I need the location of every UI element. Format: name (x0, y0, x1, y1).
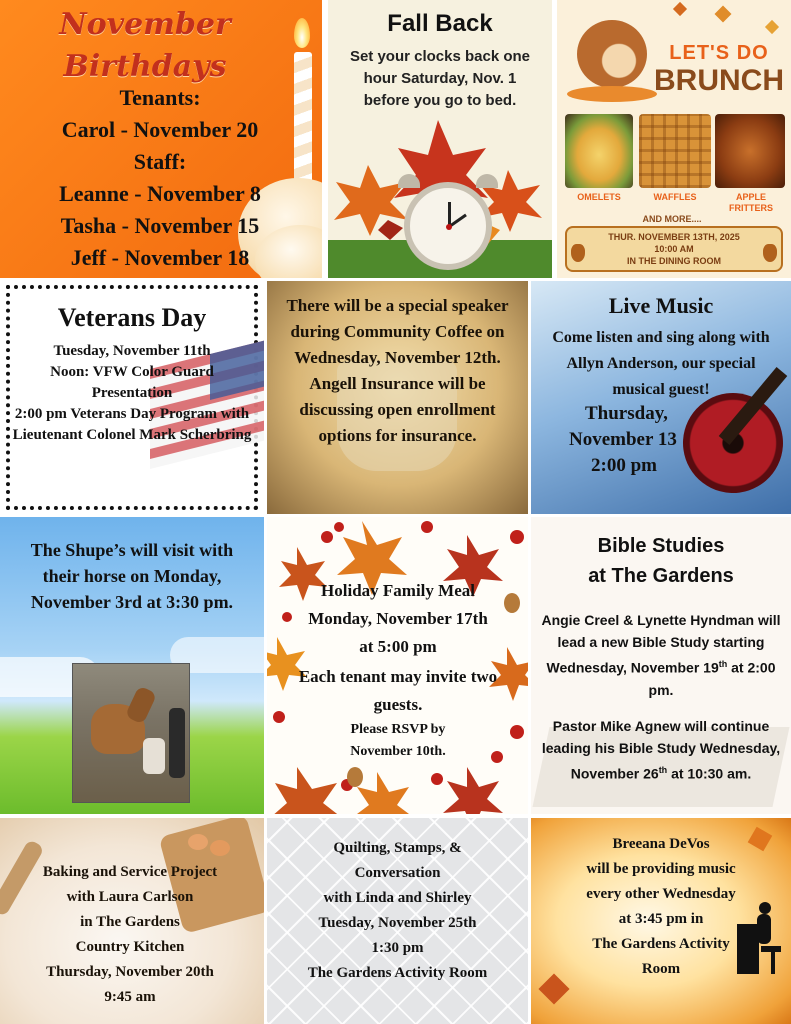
bible-study-new: Angie Creel & Lynette Hyndman will lead a new Bible Study starting Wednesday, November 19th at 2:00 pm. (541, 612, 781, 698)
quilt-time: 1:30 pm (371, 940, 424, 956)
quilt-date: Tuesday, November 25th (318, 915, 477, 931)
meal-date: Monday, November 17th (308, 609, 488, 628)
acorn-icon (571, 244, 585, 262)
hedgehog-icon (577, 20, 647, 88)
brunch-more: AND MORE.... (642, 214, 702, 224)
brunch-place: IN THE DINING ROOM (627, 256, 721, 266)
speaker-topic: Angell Insurance will be discussing open enrollment options for insurance. (299, 374, 496, 445)
candle-flame-icon (294, 18, 310, 48)
fall-back-panel (328, 0, 552, 278)
brunch-item-waffles: WAFFLES (653, 192, 697, 202)
bible-title-line1: Bible Studies (597, 535, 725, 557)
live-music-body: Come listen and sing along with Allyn Anderson, our special musical guest! (552, 329, 770, 398)
horse-visit-panel (0, 517, 264, 814)
baking-title: Baking and Service Project (42, 864, 218, 880)
staff-birthday: Jeff - November 18 (70, 245, 250, 270)
person-figure (169, 708, 185, 778)
breeana-line3: every other Wednesday (586, 886, 736, 902)
veterans-program: 2:00 pm Veterans Day Program with Lieutenant Colonel Mark Scherbring (12, 406, 252, 443)
quilt-hosts: with Linda and Shirley (323, 890, 472, 906)
breeana-name: Breeana DeVos (612, 836, 710, 852)
live-music-day: Thursday, (585, 403, 668, 424)
holiday-meal-panel (267, 517, 528, 814)
staff-label: Staff: (133, 149, 187, 174)
falling-leaf-icon (673, 2, 687, 16)
live-music-date: November 13 (569, 429, 677, 450)
birthdays-title: November Birthdays (59, 7, 231, 84)
omelet-photo (565, 114, 633, 188)
veterans-date: Tuesday, November 11th (53, 343, 211, 359)
baking-date: Thursday, November 20th (46, 964, 214, 980)
falling-leaf-icon (715, 6, 732, 23)
baking-project-panel (0, 818, 264, 1024)
falling-leaf-icon (765, 20, 779, 34)
brunch-panel (557, 0, 791, 278)
birthdays-panel (0, 0, 322, 278)
egg-icon (188, 834, 208, 850)
brunch-details-box (565, 226, 783, 272)
veterans-color-guard: Noon: VFW Color Guard Presentation (50, 364, 214, 401)
veterans-title: Veterans Day (57, 303, 207, 332)
breeana-location-2: Room (641, 961, 681, 977)
tenant-birthday: Carol - November 20 (61, 117, 259, 142)
special-speaker-panel (267, 281, 528, 514)
waffles-photo (639, 114, 711, 188)
brunch-title-main: BRUNCH (654, 64, 784, 97)
bible-study-continuing: Pastor Mike Agnew will continue leading his Bible Study Wednesday, November 26th at 10:30 am. (541, 718, 781, 782)
person-figure (143, 738, 165, 774)
quilt-location: The Gardens Activity Room (307, 965, 488, 981)
baking-host: with Laura Carlson (66, 889, 194, 905)
breeana-location-1: The Gardens Activity (592, 936, 730, 952)
baking-location-1: in The Gardens (80, 914, 180, 930)
horse-head (125, 685, 157, 724)
baking-location-2: Country Kitchen (75, 939, 185, 955)
tenants-label: Tenants: (119, 85, 201, 110)
speaker-announcement: There will be a special speaker during Community Coffee on Wednesday, November 12th. (286, 296, 509, 367)
bible-studies-panel (531, 517, 791, 814)
brunch-item-fritters: APPLE FRITTERS (729, 192, 773, 213)
brunch-date: THUR. NOVEMBER 13TH, 2025 (608, 232, 740, 242)
acorn-icon (763, 244, 777, 262)
live-music-title: Live Music (608, 293, 714, 318)
baking-time: 9:45 am (104, 989, 156, 1005)
quilting-panel (267, 818, 528, 1024)
live-music-panel (531, 281, 791, 514)
leaf-icon (567, 86, 657, 102)
breeana-time: at 3:45 pm in (618, 911, 704, 927)
brunch-title-top: LET'S DO (669, 42, 769, 64)
staff-birthday: Tasha - November 15 (60, 213, 260, 238)
bible-title-line2: at The Gardens (588, 565, 734, 587)
quilt-title-2: Conversation (354, 865, 441, 881)
veterans-day-panel (0, 281, 264, 514)
quilt-title-1: Quilting, Stamps, & (333, 840, 462, 856)
meal-title: Holiday Family Meal (321, 581, 475, 600)
staff-birthday: Leanne - November 8 (59, 181, 261, 206)
meal-rsvp: Please RSVP by November 10th. (350, 722, 446, 759)
meal-guests: Each tenant may invite two guests. (298, 667, 498, 714)
fall-back-body: Set your clocks back one hour Saturday, Nov. 1 before you go to bed. (349, 48, 531, 109)
brunch-item-omelets: OMELETS (577, 192, 621, 202)
meal-time: at 5:00 pm (359, 637, 437, 656)
live-music-time: 2:00 pm (591, 455, 657, 476)
apple-fritters-photo (715, 114, 785, 188)
breeana-line2: will be providing music (586, 861, 736, 877)
egg-icon (210, 840, 230, 856)
brunch-time: 10:00 AM (654, 244, 694, 254)
fall-back-title: Fall Back (387, 10, 493, 37)
breeana-music-panel (531, 818, 791, 1024)
horse-visit-text: The Shupe’s will visit with their horse on Monday, November 3rd at 3:30 pm. (30, 540, 234, 612)
horse-photo (72, 663, 190, 803)
alarm-clock-icon (404, 182, 492, 270)
